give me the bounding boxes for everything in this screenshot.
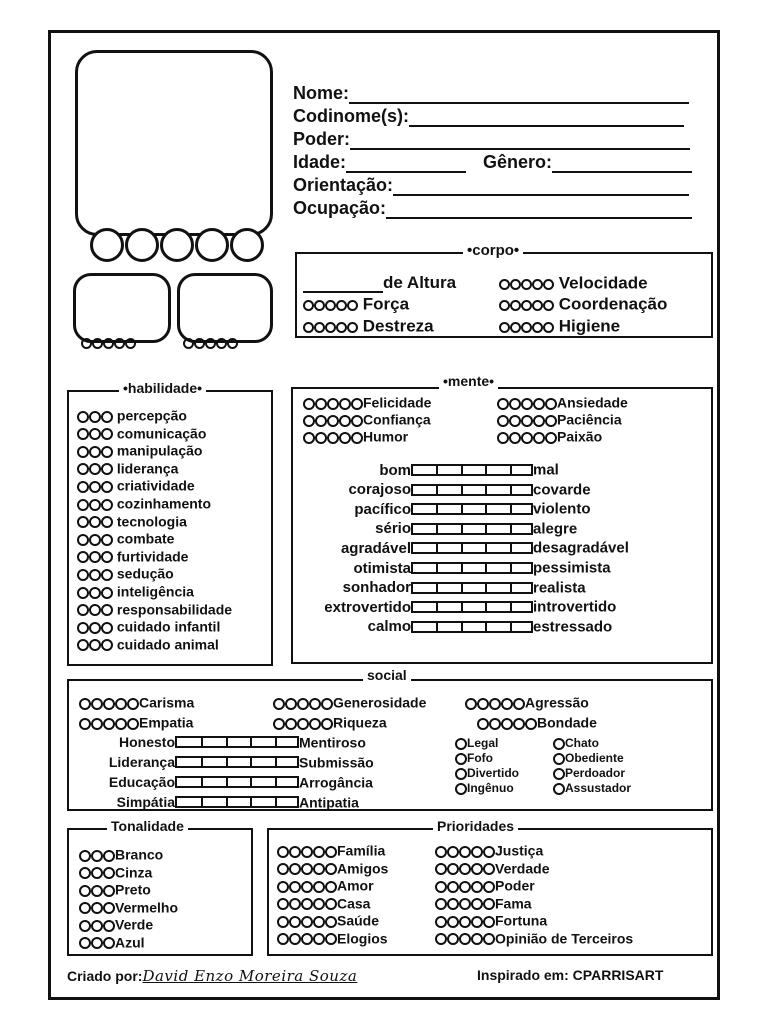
rating-bubbles[interactable]: [79, 864, 115, 880]
habilidade-item-label: criatividade: [113, 477, 195, 494]
habilidade-item-label: cozinhamento: [113, 495, 212, 512]
social-scale: [81, 793, 359, 810]
scale-left-label: otimista: [353, 559, 411, 577]
portrait-frame-small-left: [73, 273, 171, 343]
occupation-field[interactable]: Ocupação:: [293, 198, 692, 219]
rating-bubbles[interactable]: [435, 930, 495, 946]
rating-bubbles[interactable]: [497, 428, 557, 444]
author-signature: David Enzo Moreira Souza: [142, 967, 358, 985]
social-option-label: Obediente: [565, 750, 624, 765]
rating-bubbles[interactable]: [77, 548, 113, 564]
habilidade-item-label: cuidado animal: [113, 636, 219, 653]
scale-bar[interactable]: [411, 621, 533, 633]
scale-right-label: realista: [533, 579, 586, 597]
rating-bubbles[interactable]: [435, 860, 495, 876]
prioridade-item-label: Justiça: [495, 842, 544, 859]
prioridade-item-label: Saúde: [337, 912, 380, 929]
prioridade-item-label: Casa: [337, 894, 371, 911]
portrait-bubble[interactable]: [90, 228, 124, 262]
social-title: social: [363, 667, 411, 683]
altura-field[interactable]: de Altura: [303, 273, 456, 293]
habilidade-item[interactable]: [77, 617, 220, 634]
prioridade-item[interactable]: [435, 911, 547, 928]
social-option-label: Legal: [467, 735, 499, 750]
prioridade-item-label: Opinião de Terceiros: [495, 929, 634, 946]
rating-bubbles[interactable]: [273, 694, 333, 710]
habilidade-item-label: cuidado infantil: [113, 618, 221, 635]
rating-bubbles[interactable]: [277, 895, 337, 911]
codename-field[interactable]: Codinome(s):: [293, 106, 684, 127]
scale-left-label: Liderança: [108, 754, 175, 771]
habilidade-item[interactable]: [77, 459, 178, 476]
habilidade-item-label: combate: [113, 530, 175, 547]
rating-bubbles[interactable]: [77, 478, 113, 494]
scale-left-label: corajoso: [348, 481, 411, 499]
rating-bubbles[interactable]: [277, 930, 337, 946]
prioridade-item[interactable]: [277, 894, 370, 911]
power-field[interactable]: Poder:: [293, 129, 690, 150]
rating-bubbles[interactable]: [277, 877, 337, 893]
prioridade-item-label: Fortuna: [495, 912, 548, 929]
mente-scale: [299, 559, 611, 577]
scale-left-label: extrovertido: [324, 598, 411, 616]
rating-bubbles[interactable]: [455, 751, 467, 765]
mente-scale: [299, 579, 586, 597]
coordenacao-row[interactable]: Coordenação: [499, 294, 667, 315]
habilidade-item[interactable]: [77, 424, 206, 441]
scale-right-label: Submissão: [299, 754, 374, 771]
tonalidade-item[interactable]: [79, 933, 145, 950]
habilidade-item[interactable]: [77, 476, 195, 493]
social-option[interactable]: [553, 780, 631, 795]
rating-bubbles[interactable]: [553, 766, 565, 780]
rating-bubbles[interactable]: [497, 394, 557, 410]
scale-right-label: Arrogância: [299, 774, 373, 791]
prioridade-item[interactable]: [277, 929, 388, 946]
scale-left-label: agradável: [340, 539, 411, 557]
scale-bar[interactable]: [175, 776, 299, 788]
rating-bubbles[interactable]: [553, 736, 565, 750]
prioridade-item-label: Verdade: [495, 859, 550, 876]
rating-bubbles[interactable]: [455, 781, 467, 795]
social-option-label: Divertido: [467, 765, 520, 780]
rating-bubbles[interactable]: [465, 694, 525, 710]
prioridade-item[interactable]: [435, 841, 543, 858]
social-trait-label: Carisma: [139, 694, 195, 711]
social-trait[interactable]: [79, 693, 194, 710]
habilidade-item-label: percepção: [113, 407, 187, 424]
social-option[interactable]: [553, 735, 599, 750]
age-field[interactable]: Idade:: [293, 152, 466, 173]
rating-bubbles[interactable]: [77, 566, 113, 582]
social-trait-label: Generosidade: [333, 694, 427, 711]
rating-bubbles[interactable]: [277, 842, 337, 858]
name-field[interactable]: Nome:: [293, 83, 689, 104]
rating-bubbles[interactable]: [273, 714, 333, 730]
habilidade-title: •habilidade•: [119, 380, 206, 396]
habilidade-item[interactable]: [77, 529, 174, 546]
scale-right-label: Mentiroso: [299, 734, 366, 751]
mente-scale: [299, 539, 629, 557]
social-option-label: Fofo: [467, 750, 493, 765]
tonalidade-item-label: Vermelho: [115, 898, 179, 915]
small-portrait-bubbles-right[interactable]: [183, 335, 238, 353]
social-trait-label: Riqueza: [333, 714, 387, 731]
rating-bubbles[interactable]: [303, 428, 363, 444]
habilidade-item[interactable]: [77, 582, 194, 599]
scale-bar[interactable]: [411, 582, 533, 594]
scale-bar[interactable]: [175, 736, 299, 748]
created-by: Criado por:David Enzo Moreira Souza: [67, 967, 358, 985]
portrait-bubble[interactable]: [195, 228, 229, 262]
scale-bar[interactable]: [411, 484, 533, 496]
prioridade-item[interactable]: [435, 894, 532, 911]
portrait-bubble[interactable]: [125, 228, 159, 262]
mente-trait[interactable]: [303, 410, 431, 427]
rating-bubbles[interactable]: [303, 411, 363, 427]
habilidade-item[interactable]: [77, 600, 232, 617]
prioridade-item-label: Fama: [495, 894, 532, 911]
scale-bar[interactable]: [411, 503, 533, 515]
corpo-title: •corpo•: [463, 242, 523, 259]
scale-right-label: covarde: [533, 481, 591, 499]
prioridade-item-label: Amor: [337, 877, 374, 894]
small-portrait-bubbles-left[interactable]: [81, 335, 136, 353]
gender-field[interactable]: Gênero:: [483, 152, 692, 173]
mente-trait[interactable]: [497, 393, 628, 410]
scale-bar[interactable]: [411, 601, 533, 613]
social-trait-label: Agressão: [525, 694, 589, 711]
prioridade-item[interactable]: [435, 876, 535, 893]
habilidade-item-label: liderança: [113, 460, 179, 477]
prioridade-item-label: Poder: [495, 877, 535, 894]
portrait-bubble[interactable]: [230, 228, 264, 262]
scale-left-label: calmo: [367, 618, 411, 636]
scale-right-label: desagradável: [533, 539, 629, 557]
rating-bubbles[interactable]: [77, 583, 113, 599]
habilidade-item[interactable]: [77, 494, 211, 511]
social-scale: [81, 773, 373, 790]
social-scale: [81, 733, 366, 750]
habilidade-item-label: responsabilidade: [113, 600, 233, 617]
habilidade-item[interactable]: [77, 635, 219, 652]
social-option-label: Perdoador: [565, 765, 626, 780]
scale-bar[interactable]: [411, 523, 533, 535]
higiene-row[interactable]: Higiene: [499, 316, 620, 337]
prioridade-item-label: Elogios: [337, 929, 388, 946]
rating-bubbles[interactable]: [435, 912, 495, 928]
rating-bubbles[interactable]: [277, 912, 337, 928]
scale-bar[interactable]: [411, 542, 533, 554]
habilidade-item-label: furtividade: [113, 548, 189, 565]
scale-left-label: sério: [375, 520, 411, 538]
social-trait[interactable]: [477, 713, 597, 730]
social-scale: [81, 753, 374, 770]
habilidade-item[interactable]: [77, 441, 202, 458]
rating-bubbles[interactable]: [277, 860, 337, 876]
tonalidade-item[interactable]: [79, 845, 163, 862]
rating-bubbles[interactable]: [77, 530, 113, 546]
social-trait[interactable]: [465, 693, 589, 710]
habilidade-item[interactable]: [77, 547, 188, 564]
social-option[interactable]: [553, 765, 625, 780]
prioridade-item[interactable]: [277, 876, 374, 893]
scale-bar[interactable]: [411, 464, 533, 476]
tonalidade-title: Tonalidade: [107, 818, 188, 834]
scale-left-label: sonhador: [342, 579, 411, 597]
scale-right-label: pessimista: [533, 559, 611, 577]
rating-bubbles[interactable]: [435, 877, 495, 893]
tonalidade-item-label: Verde: [115, 916, 154, 933]
mente-scale: [299, 618, 612, 636]
scale-right-label: introvertido: [533, 598, 617, 616]
orientation-field[interactable]: Orientação:: [293, 175, 689, 196]
mente-scale: [299, 461, 559, 479]
mente-trait-label: Paixão: [557, 428, 603, 445]
scale-right-label: estressado: [533, 618, 613, 636]
tonalidade-item[interactable]: [79, 863, 152, 880]
portrait-frame-small-right: [177, 273, 273, 343]
social-option[interactable]: [553, 750, 624, 765]
rating-bubbles[interactable]: [77, 460, 113, 476]
social-trait-label: Bondade: [537, 714, 597, 731]
prioridade-item[interactable]: [435, 929, 633, 946]
rating-bubbles[interactable]: [303, 394, 363, 410]
rating-bubbles[interactable]: [77, 407, 113, 423]
rating-bubbles[interactable]: [77, 618, 113, 634]
tonalidade-item-label: Cinza: [115, 863, 153, 880]
social-trait-label: Empatia: [139, 714, 194, 731]
rating-bubbles[interactable]: [77, 636, 113, 652]
rating-bubbles[interactable]: [77, 442, 113, 458]
mente-trait[interactable]: [497, 410, 622, 427]
mente-scale: [299, 500, 591, 518]
rating-bubbles[interactable]: [79, 934, 115, 950]
forca-row[interactable]: Força: [303, 294, 409, 315]
social-trait[interactable]: [273, 713, 387, 730]
scale-right-label: mal: [533, 461, 559, 479]
habilidade-item-label: sedução: [113, 565, 174, 582]
habilidade-item[interactable]: [77, 512, 187, 529]
mente-trait-label: Humor: [363, 428, 409, 445]
mente-trait[interactable]: [303, 393, 431, 410]
tonalidade-item[interactable]: [79, 880, 151, 897]
mente-scale: [299, 481, 591, 499]
mente-title: •mente•: [439, 373, 498, 389]
prioridades-title: Prioridades: [433, 818, 518, 834]
social-option-label: Chato: [565, 735, 599, 750]
mente-trait-label: Paciência: [557, 411, 622, 428]
tonalidade-item-label: Azul: [115, 933, 145, 950]
rating-bubbles[interactable]: [77, 495, 113, 511]
prioridade-item[interactable]: [277, 859, 388, 876]
mente-scale: [299, 520, 577, 538]
scale-left-label: bom: [379, 461, 411, 479]
habilidade-item[interactable]: [77, 564, 174, 581]
habilidade-item-label: inteligência: [113, 583, 194, 600]
habilidade-item-label: manipulação: [113, 442, 203, 459]
mente-scale: [299, 598, 616, 616]
habilidade-item[interactable]: [77, 406, 187, 423]
portrait-frame-main: [75, 50, 273, 236]
social-option[interactable]: [455, 780, 514, 795]
prioridade-item[interactable]: [277, 911, 379, 928]
tonalidade-item-label: Preto: [115, 881, 151, 898]
social-option[interactable]: [455, 765, 519, 780]
tonalidade-item-label: Branco: [115, 846, 164, 863]
scale-right-label: violento: [533, 500, 591, 518]
rating-bubbles[interactable]: [79, 694, 139, 710]
social-option[interactable]: [455, 750, 493, 765]
social-option[interactable]: [455, 735, 498, 750]
prioridade-item[interactable]: [435, 859, 549, 876]
habilidade-item-label: tecnologia: [113, 512, 187, 529]
social-trait[interactable]: [79, 713, 193, 730]
social-trait[interactable]: [273, 693, 426, 710]
social-option-label: Assustador: [565, 780, 632, 795]
habilidade-item-label: comunicação: [113, 424, 207, 441]
mente-trait-label: Ansiedade: [557, 394, 628, 411]
scale-bar[interactable]: [411, 562, 533, 574]
mente-trait[interactable]: [497, 427, 602, 444]
social-option-label: Ingênuo: [467, 780, 514, 795]
rating-bubbles[interactable]: [79, 846, 115, 862]
rating-bubbles[interactable]: [435, 895, 495, 911]
rating-bubbles[interactable]: [79, 916, 115, 932]
scale-right-label: Antipatia: [299, 794, 359, 811]
rating-bubbles[interactable]: [79, 714, 139, 730]
rating-bubbles[interactable]: [435, 842, 495, 858]
rating-bubbles[interactable]: [79, 881, 115, 897]
prioridade-item-label: Família: [337, 842, 386, 859]
rating-bubbles[interactable]: [455, 766, 467, 780]
rating-bubbles[interactable]: [455, 736, 467, 750]
rating-bubbles[interactable]: [77, 601, 113, 617]
velocidade-row[interactable]: Velocidade: [499, 273, 648, 294]
scale-left-label: Simpátia: [116, 794, 175, 811]
prioridade-item[interactable]: [277, 841, 385, 858]
rating-bubbles[interactable]: [77, 425, 113, 441]
rating-bubbles[interactable]: [553, 751, 565, 765]
scale-left-label: Educação: [108, 774, 175, 791]
prioridade-item-label: Amigos: [337, 859, 389, 876]
mente-trait-label: Confiança: [363, 411, 431, 428]
scale-bar[interactable]: [175, 756, 299, 768]
inspired-by: Inspirado em: CPARRISART: [477, 967, 664, 983]
rating-bubbles[interactable]: [497, 411, 557, 427]
rating-bubbles[interactable]: [77, 513, 113, 529]
rating-bubbles[interactable]: [553, 781, 565, 795]
rating-bubbles[interactable]: [79, 899, 115, 915]
mente-trait-label: Felicidade: [363, 394, 432, 411]
scale-right-label: alegre: [533, 520, 578, 538]
portrait-bubble[interactable]: [160, 228, 194, 262]
character-sheet: [48, 30, 720, 1000]
tonalidade-item[interactable]: [79, 898, 178, 915]
mente-trait[interactable]: [303, 427, 408, 444]
scale-left-label: Honesto: [119, 734, 175, 751]
destreza-row[interactable]: Destreza: [303, 316, 434, 337]
tonalidade-item[interactable]: [79, 915, 153, 932]
scale-left-label: pacífico: [354, 500, 411, 518]
rating-bubbles[interactable]: [477, 714, 537, 730]
scale-bar[interactable]: [175, 796, 299, 808]
